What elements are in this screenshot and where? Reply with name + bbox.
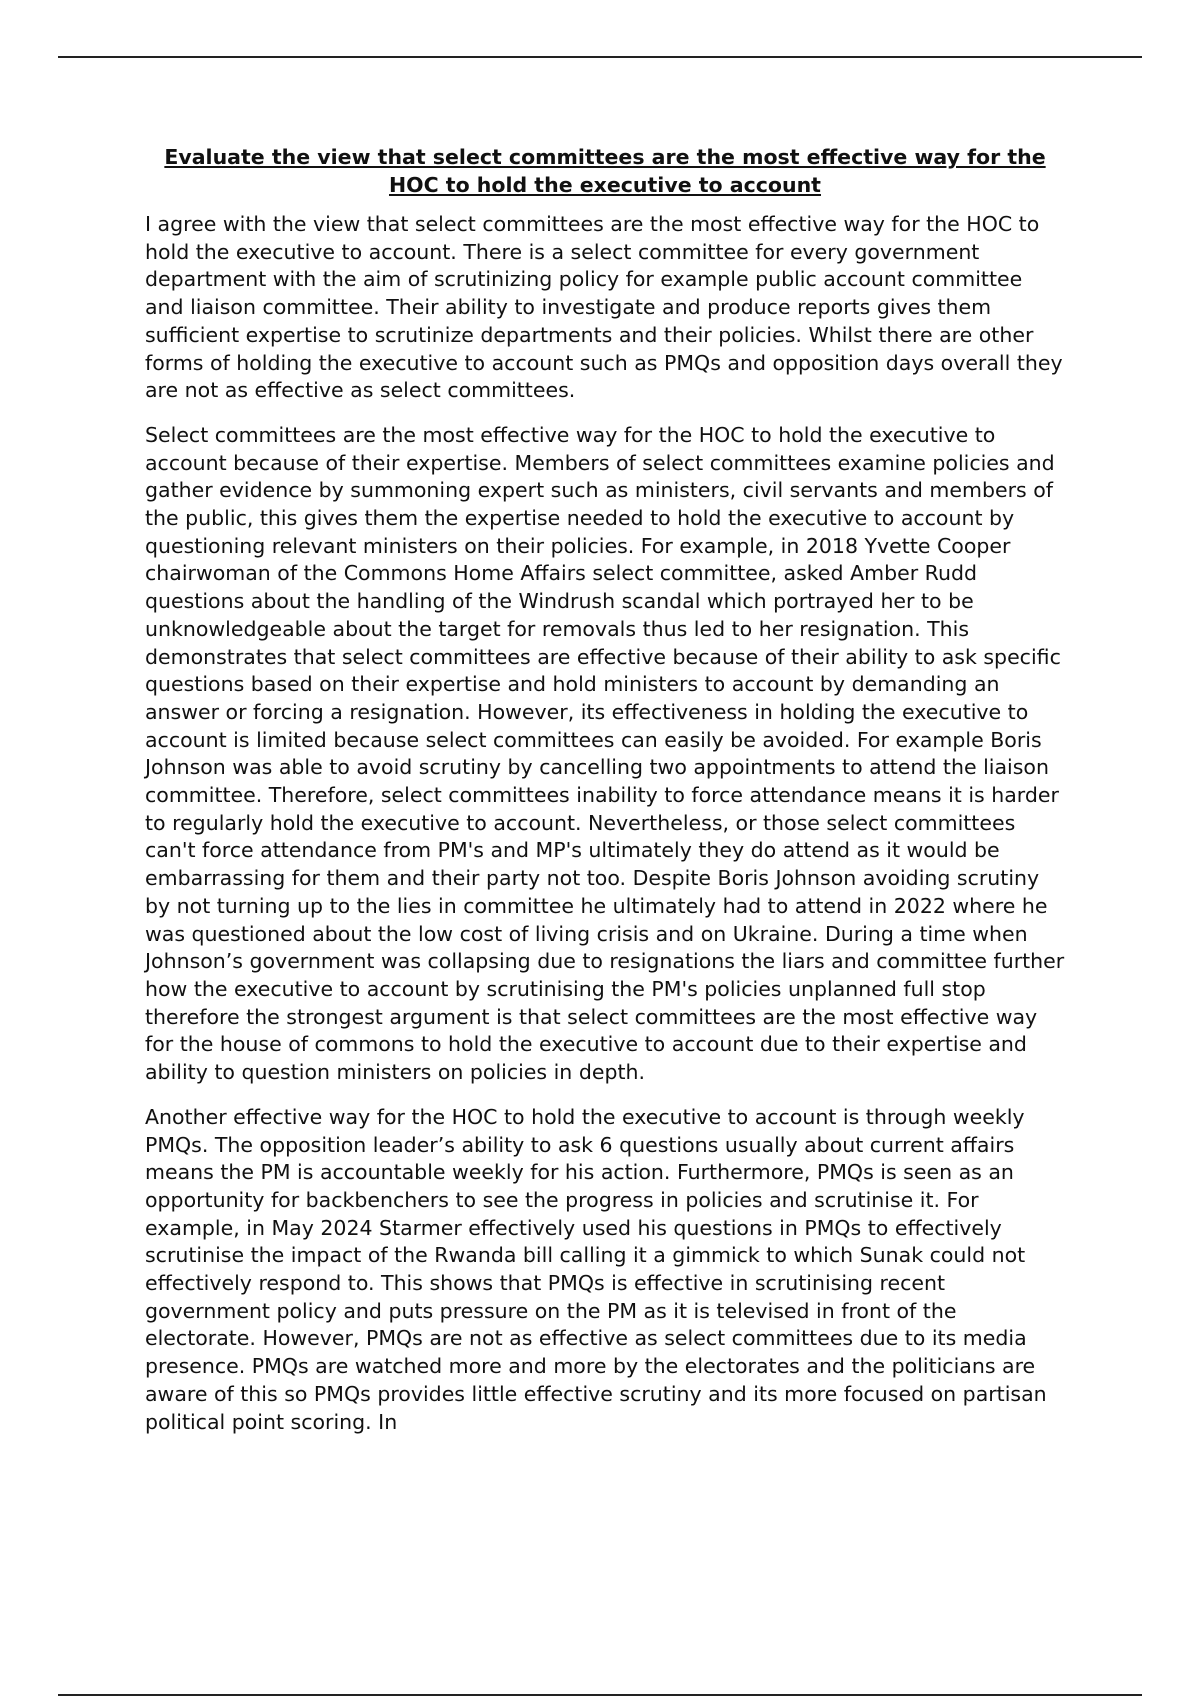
paragraph-pmqs: Another effective way for the HOC to hold the executive to account is through weekly PMQs. The opposition leader’s ability to ask 6 questions usually about current affairs means the PM is accountable weekly for his action. Furthermore, PMQs is seen as an opportunity for backbenchers to see the progress in policies and scrutinise it. For example, in May 2024 Starmer effectively used his questions in PMQs to effectively scrutinise the impact of the Rwanda bill calling it a gimmick to which Sunak could not effectively respond to. This shows that PMQs is effective in scrutinising recent government policy and puts pressure on the PM as it is televised in front of the electorate. However, PMQs are not as effective as select committees due to its media presence. PMQs are watched more and more by the electorates and the politicians are aware of this so PMQs provides little effective scrutiny and its more focused on partisan political point scoring. In <box>145 1104 1047 1434</box>
document-body <box>145 143 1065 1453</box>
header-rule <box>58 56 1142 58</box>
paragraph-introduction: I agree with the view that select committees are the most effective way for the HOC to hold the executive to account. There is a select committee for every government department with the aim of scrutinizing policy for example public account committee and liaison committee. Their ability to investigate and produce reports gives them sufficient expertise to scrutinize departments and their policies. Whilst there are other forms of holding the executive to account such as PMQs and opposition days overall they are not as effective as select committees. <box>145 212 1063 403</box>
footer-rule <box>58 1694 1142 1696</box>
essay-title: Evaluate the view that select committees are the most effective way for the HOC to hold the executive to account <box>164 145 1046 197</box>
paragraph-select-committees: Select committees are the most effective way for the HOC to hold the executive to account because of their expertise. Members of select committees examine policies and gather evidence by summoning expert such as ministers, civil servants and members of the public, this gives them the expertise needed to hold the executive to account by questioning relevant ministers on their policies. For example, in 2018 Yvette Cooper chairwoman of the Commons Home Affairs select committee, asked Amber Rudd questions about the handling of the Windrush scandal which portrayed her to be unknowledgeable about the target for removals thus led to her resignation. This demonstrates that select committees are effective because of their ability to ask specific questions based on their expertise and hold ministers to account by demanding an answer or forcing a resignation. However, its effectiveness in holding the executive to account is limited because select committees can easily be avoided. For example Boris Johnson was able to avoid scrutiny by cancelling two appointments to attend the liaison committee. Therefore, select committees inability to force attendance means it is harder to regularly hold the executive to account. Nevertheless, or those select committees can't force attendance from PM's and MP's ultimately they do attend as it would be embarrassing for them and their party not too. Despite Boris Johnson avoiding scrutiny by not turning up to the lies in committee he ultimately had to attend in 2022 where he was questioned about the low cost of living crisis and on Ukraine. During a time when Johnson’s government was collapsing due to resignations the liars and committee further how the executive to account by scrutinising the PM's policies unplanned full stop therefore the strongest argument is that select committees are the most effective way for the house of commons to hold the executive to account due to their expertise and ability to question ministers on policies in depth. <box>145 422 1065 1085</box>
